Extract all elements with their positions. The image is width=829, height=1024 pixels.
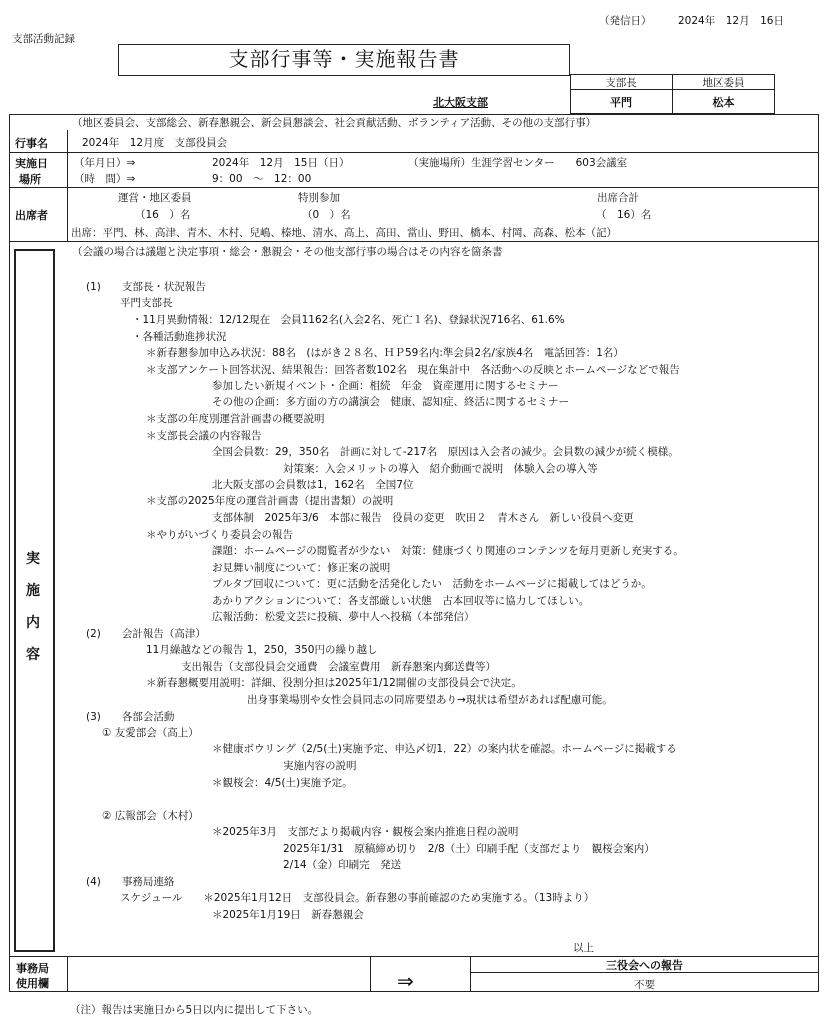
content-line: 11月繰越などの報告 1，250，350円の繰り越し bbox=[146, 644, 378, 656]
content-line: 2025年1/31 原稿締め切り 2/8（土）印刷手配（支部だより 観桜会案内） bbox=[283, 843, 655, 855]
staff-label: 運営・地区委員 bbox=[118, 192, 192, 204]
content-line: ＊支部の2025年度の運営計画書（提出書類）の説明 bbox=[146, 495, 394, 507]
staff-count: （16 ）名 bbox=[135, 209, 191, 221]
content-line: ＊支部アンケート回答状況、結果報告：回答者数102名 現在集計中 各活動への反映とホームページなどで報告 bbox=[146, 364, 680, 376]
content-line: 全国会員数：29，350名 計画に対して-217名 原因は入会者の減少。会員数の減少が続く模様。 bbox=[212, 446, 679, 458]
content-line: 課題：ホームページの閲覧者が少ない 対策：健康づくり関連のコンテンツを毎月更新し充実する。 bbox=[212, 545, 684, 557]
side-char-2: 施 bbox=[26, 583, 40, 599]
content-line: その他の企画：多方面の方の講演会 健康、認知症、終活に関するセミナー bbox=[212, 396, 569, 408]
event-date: 2024年 12月 15日（日） bbox=[212, 157, 350, 169]
content-line: ＊2025年3月 支部だより掲載内容・観桜会案内推進日程の説明 bbox=[212, 826, 519, 838]
title-box bbox=[118, 44, 570, 76]
content-line: ① 友愛部会（高上） bbox=[102, 727, 199, 739]
content-line: お見舞い制度について：修正案の説明 bbox=[212, 562, 391, 574]
date-prefix: （年月日）⇒ bbox=[74, 157, 136, 169]
content-side-box bbox=[14, 249, 55, 952]
end-mark: 以上 bbox=[573, 942, 594, 954]
report-label: 三役会への報告 bbox=[606, 959, 683, 972]
content-line: 支出報告（支部役員会交通費 会議室費用 新春懇案内郵送費等） bbox=[181, 661, 496, 673]
document-title: 支部行事等・実施報告書 bbox=[228, 47, 460, 71]
content-line: (2) 会計報告（高津） bbox=[86, 628, 206, 640]
content-line: 広報活動：松愛文芸に投稿、夢中人へ投稿（本部発信） bbox=[212, 611, 475, 623]
special-count: （0 ）名 bbox=[302, 209, 351, 221]
issue-label: （発信日） bbox=[599, 15, 652, 27]
content-line: 支部体制 2025年3/6 本部に報告 役員の変更 吹田２ 青木さん 新しい役員へ変更 bbox=[212, 512, 634, 524]
content-line: ＊健康ボウリング（2/5(土)実施予定、申込〆切1．22）の案内状を確認。ホームページに掲載する bbox=[212, 743, 677, 755]
office-label-1: 事務局 bbox=[16, 962, 49, 975]
attendance-label: 出席者 bbox=[15, 209, 48, 222]
total-count: （ 16）名 bbox=[596, 209, 652, 221]
content-line: (1) 支部長・状況報告 bbox=[86, 281, 206, 293]
content-line: 参加したい新規イベント・企画：相続 年金 資産運用に関するセミナー bbox=[212, 380, 559, 392]
event-time: 9：00 ～ 12：00 bbox=[212, 173, 312, 185]
content-line: ＊支部長会議の内容報告 bbox=[146, 430, 262, 442]
branch-name: 北大阪支部 bbox=[433, 96, 488, 109]
place-label: 場所 bbox=[19, 173, 41, 186]
content-line: ＊新春懇概要用説明：詳細、役割分担は2025年1/12開催の支部役員会で決定。 bbox=[146, 677, 522, 689]
side-char-1: 実 bbox=[26, 551, 40, 567]
district-label: 地区委員 bbox=[702, 77, 745, 89]
chief-name: 平門 bbox=[610, 96, 632, 109]
footer-note: （注）報告は実施日から5日以内に提出して下さい。 bbox=[70, 1004, 319, 1016]
content-line: あかりアクションについて：各支部厳しい状態 古本回収等に協力してほしい。 bbox=[212, 595, 590, 607]
report-value: 不要 bbox=[634, 979, 655, 991]
chief-label: 支部長 bbox=[605, 77, 637, 89]
event-name: 2024年 12月度 支部役員会 bbox=[82, 137, 228, 149]
content-line: (4) 事務局連絡 bbox=[86, 876, 175, 888]
content-line: ＊やりがいづくり委員会の報告 bbox=[146, 529, 293, 541]
record-label: 支部活動記録 bbox=[12, 33, 75, 45]
district-name: 松本 bbox=[712, 96, 735, 109]
content-line: スケジュール ＊2025年1月12日 支部役員会。新春懇の事前確認のため実施する。（13時より） bbox=[120, 892, 595, 904]
side-char-4: 容 bbox=[26, 647, 40, 663]
content-line: ＊支部の年度別運営計画書の概要説明 bbox=[146, 413, 325, 425]
content-line: (3) 各部会活動 bbox=[86, 711, 175, 723]
content-line: 対策案：入会メリットの導入 紹介動画で説明 体験入会の導入等 bbox=[283, 463, 598, 475]
date-label: 実施日 bbox=[15, 157, 48, 170]
attendee-names: 出席：平門、林、高津、青木、木村、兒嶋、榛地、清水、高上、高田、當山、野田、橋本、村岡、高森、松本（記） bbox=[71, 227, 617, 239]
event-category-note: （地区委員会、支部総会、新春懇親会、新会員懇談会、社会貢献活動、ボランティア活動、その他の支部行事） bbox=[72, 117, 597, 129]
arrow-icon: ⇒ bbox=[397, 969, 414, 993]
content-line: ② 広報部会（木村） bbox=[102, 810, 199, 822]
event-label: 行事名 bbox=[15, 137, 48, 150]
content-line: プルタブ回収について：更に活動を活発化したい 活動をホームページに掲載してはどうか。 bbox=[212, 578, 652, 590]
time-prefix: （時 間）⇒ bbox=[74, 173, 136, 185]
issue-date: 2024年 12月 16日 bbox=[678, 15, 784, 27]
content-line: ・各種活動進捗状況 bbox=[132, 331, 227, 343]
side-char-3: 内 bbox=[26, 615, 40, 631]
content-line: ・11月異動情報：12/12現在 会員1162名(入会2名、死亡１名)、登録状況716名、61.6% bbox=[132, 314, 565, 326]
content-line: 北大阪支部の会員数は1，162名 全国7位 bbox=[212, 479, 414, 491]
content-line: 2/14（金）印刷完 発送 bbox=[283, 859, 402, 871]
content-line: ＊2025年1月19日 新春懇親会 bbox=[212, 909, 364, 921]
special-label: 特別参加 bbox=[298, 192, 340, 204]
event-place: （実施場所）生涯学習センター 603会議室 bbox=[408, 157, 628, 169]
content-note: （会議の場合は議題と決定事項・総会・懇親会・その他支部行事の場合はその内容を箇条書 bbox=[72, 246, 503, 258]
content-line: 実施内容の説明 bbox=[283, 760, 357, 772]
office-label-2: 使用欄 bbox=[16, 977, 49, 990]
total-label: 出席合計 bbox=[597, 192, 639, 204]
content-line: 出身事業場別や女性会員同志の同席要望あり→現状は希望があれば配慮可能。 bbox=[247, 694, 613, 706]
content-line: 平門支部長 bbox=[120, 297, 173, 309]
content-line: ＊観桜会：4/5(土)実施予定。 bbox=[212, 777, 353, 789]
content-line: ＊新春懇参加申込み状況：88名 (はがき２８名、ＨＰ59名内:準会員2名/家族4名 電話回答：1名） bbox=[146, 347, 624, 359]
